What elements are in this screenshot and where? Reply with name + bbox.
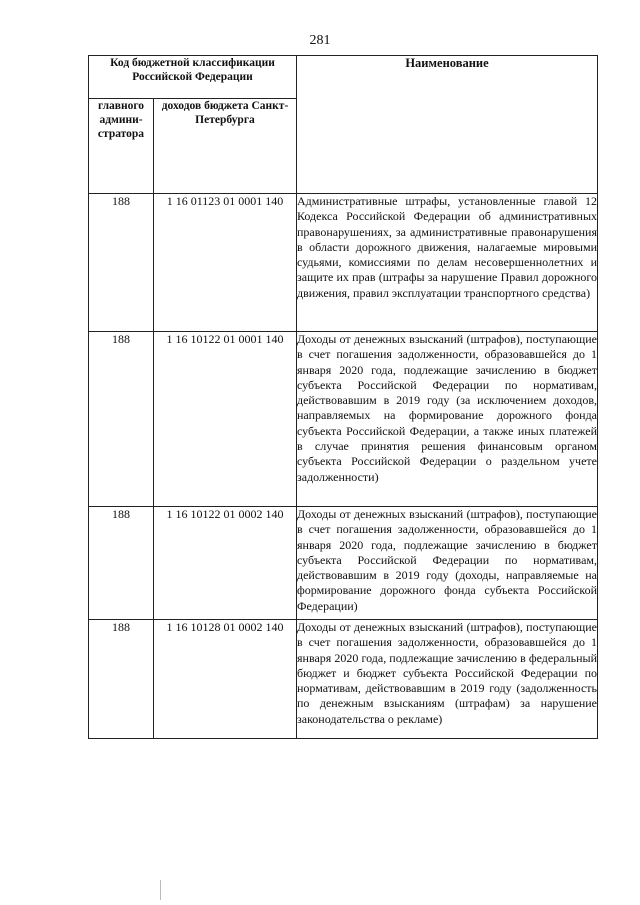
- table-row: [89, 194, 598, 332]
- income-code-cell: 1 16 10128 01 0002 140: [154, 620, 297, 739]
- budget-classification-table: [88, 55, 598, 739]
- name-cell: Доходы от денежных взысканий (штрафов), поступающие в счет погашения задолженности, образовавшейся до 1 января 2020 года, подлежащие зачислению в федеральный бюджет и бюджет субъекта Российской Федерации по нормативам, действовавшим в 2019 году (задолженность по денежным взысканиям (штрафам) за нарушение законодательства о рекламе): [297, 620, 598, 739]
- header-income-code: доходов бюджета Санкт-Петербурга: [154, 99, 297, 194]
- table-row: [89, 620, 598, 739]
- admin-code-cell: 188: [89, 194, 154, 332]
- income-code-cell: 1 16 01123 01 0001 140: [154, 194, 297, 332]
- header-name: Наименование: [297, 56, 598, 194]
- table-header-row: [89, 56, 598, 99]
- admin-code-cell: 188: [89, 332, 154, 507]
- header-admin: главного админи-стратора: [89, 99, 154, 194]
- admin-code-cell: 188: [89, 507, 154, 620]
- name-cell: Доходы от денежных взысканий (штрафов), поступающие в счет погашения задолженности, образовавшейся до 1 января 2020 года, подлежащие зачислению в бюджет субъекта Российской Федерации по нормативам, действовавшим в 2019 году (за исключением доходов, направляемых на формирование дорожного фонда субъекта Российской Федерации, а также иных платежей в случае принятия решения финансовым органом субъекта Российской Федерации о раздельном учете задолженности): [297, 332, 598, 507]
- name-cell: Доходы от денежных взысканий (штрафов), поступающие в счет погашения задолженности, образовавшейся до 1 января 2020 года, подлежащие зачислению в бюджет субъекта Российской Федерации по нормативам, действовавшим в 2019 году (доходы, направляемые на формирование дорожного фонда субъекта Российской Федерации): [297, 507, 598, 620]
- scan-artifact-line: [160, 880, 161, 900]
- admin-code-cell: 188: [89, 620, 154, 739]
- page-number: 281: [309, 33, 331, 48]
- table-row: [89, 332, 598, 507]
- table-row: [89, 507, 598, 620]
- income-code-cell: 1 16 10122 01 0001 140: [154, 332, 297, 507]
- income-code-cell: 1 16 10122 01 0002 140: [154, 507, 297, 620]
- header-budget-code-group: Код бюджетной классификации Российской Федерации: [89, 56, 297, 99]
- name-cell: Административные штрафы, установленные главой 12 Кодекса Российской Федерации об административных правонарушениях, за административные правонарушения в области дорожного движения, налагаемые мировыми судьями, комиссиями по делам несовершеннолетних и защите их прав (штрафы за нарушение Правил дорожного движения, правил эксплуатации транспортного средства): [297, 194, 598, 332]
